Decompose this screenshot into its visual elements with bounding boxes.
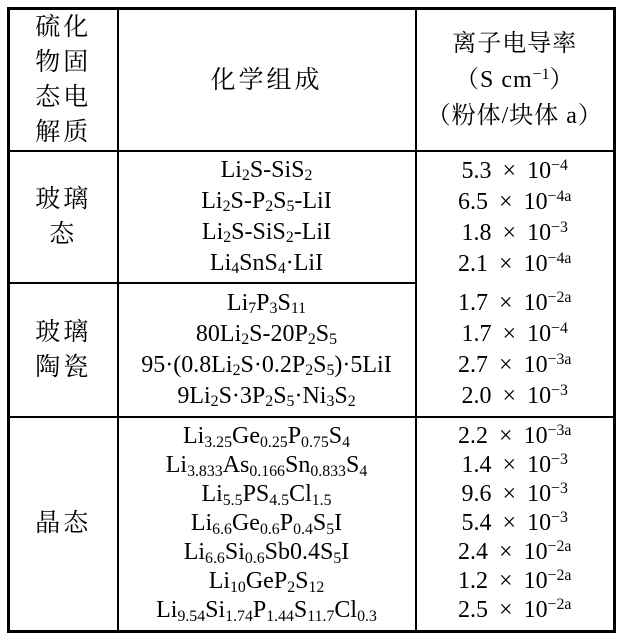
formula-line: $Li_2S-SiS_2$-LiI [201,218,332,247]
formula-line: $Li_{3.25}Ge_{0.25}P_{0.75}S_4$ [182,423,351,451]
formula-cell-glassy [118,151,416,283]
conductivity-value: $6.5 \times 10^{-4a}$ [458,187,572,215]
conductivity-section-glassy [417,152,614,283]
header-cell-composition [118,9,416,152]
formula-cell-glass-ceramic [118,283,416,417]
formula-line: $Li_{10}GeP_2S_{12}$ [208,568,325,596]
formula-line: $Li_7P_3S_{11}$ [226,289,307,318]
formula-line: $Li_4SnS_4\cdot LiI$ [209,249,324,278]
conductivity-cell-crystalline [416,417,615,631]
formula-line: $95\cdot(0.8Li_2S\cdot 0.2P_2S_5)\cdot 5LiI$ [141,351,392,380]
conductivity-merged-cell [416,151,615,417]
sulfide-electrolyte-table [7,7,616,633]
header-cell-electrolyte-type [9,9,118,152]
conductivity-header-unit: （S $cm^{-1}$） [454,66,575,93]
conductivity-value: $1.4 \times 10^{-3}$ [461,451,568,479]
conductivity-value: $1.7 \times 10^{-2a}$ [458,288,572,316]
header-type-line: 态电 [35,84,92,111]
group-label-glassy [9,151,118,283]
formula-line: $Li_{5.5}PS_{4.5}Cl_{1.5}$ [201,481,332,509]
formula-line: $Li_{9.54}Si_{1.74}P_{1.44}S_{11.7}Cl_{0.3}$ [156,597,377,625]
formula-line: $Li_{6.6}Si_{0.6}Sb0.4S_5I$ [183,539,350,567]
conductivity-value: $1.8 \times 10^{-3}$ [461,218,568,246]
conductivity-value: $1.7 \times 10^{-4}$ [461,319,568,347]
conductivity-value: $5.3 \times 10^{-4}$ [461,156,568,184]
conductivity-value: $2.1 \times 10^{-4a}$ [458,249,572,277]
header-type-line: 解质 [35,119,92,146]
header-type-line: 硫化 [35,14,92,41]
formula-cell-crystalline [118,417,416,631]
formula-line: $Li_{6.6}Ge_{0.6}P_{0.4}S_5I$ [190,510,343,538]
conductivity-value: $2.2 \times 10^{-3a}$ [458,422,572,450]
composition-header-label: 化学组成 [210,66,323,94]
formula-line: $Li_{3.833}As_{0.166}Sn_{0.833}S_4$ [165,452,368,480]
header-cell-conductivity [416,9,615,152]
group-label-crystalline [9,417,118,631]
conductivity-value: $5.4 \times 10^{-3}$ [461,509,568,537]
group-label-glass-ceramic [9,283,118,417]
row-group-glassy [9,151,615,283]
row-group-crystalline [9,417,615,631]
header-type-line: 物固 [35,49,92,76]
formula-line: $9Li_2S\cdot 3P_2S_5\cdot Ni_3S_2$ [177,382,356,411]
formula-line: $Li_2S-SiS_2$ [220,156,313,185]
group-label-line: 玻璃 [35,185,92,213]
group-label-line: 玻璃 [35,318,92,346]
conductivity-value: $1.2 \times 10^{-2a}$ [458,567,572,595]
conductivity-value: $2.7 \times 10^{-3a}$ [458,350,572,378]
conductivity-header-note: （粉体/块体 a） [426,103,603,129]
conductivity-header-title: 离子电导率 [452,31,578,57]
group-label-line: 陶瓷 [35,353,92,381]
conductivity-value: $2.0 \times 10^{-3}$ [461,381,568,409]
header-row [9,9,615,152]
conductivity-value: $9.6 \times 10^{-3}$ [461,480,568,508]
formula-line: $Li_2S-P_2S_5$-LiI [201,187,332,216]
formula-line: $80Li_2S-20P_2S_5$ [195,320,338,349]
group-label-line: 晶态 [35,510,92,538]
conductivity-section-glass-ceramic [417,283,614,416]
group-label-line: 态 [49,220,78,248]
conductivity-value: $2.5 \times 10^{-2a}$ [458,596,572,624]
conductivity-value: $2.4 \times 10^{-2a}$ [458,538,572,566]
